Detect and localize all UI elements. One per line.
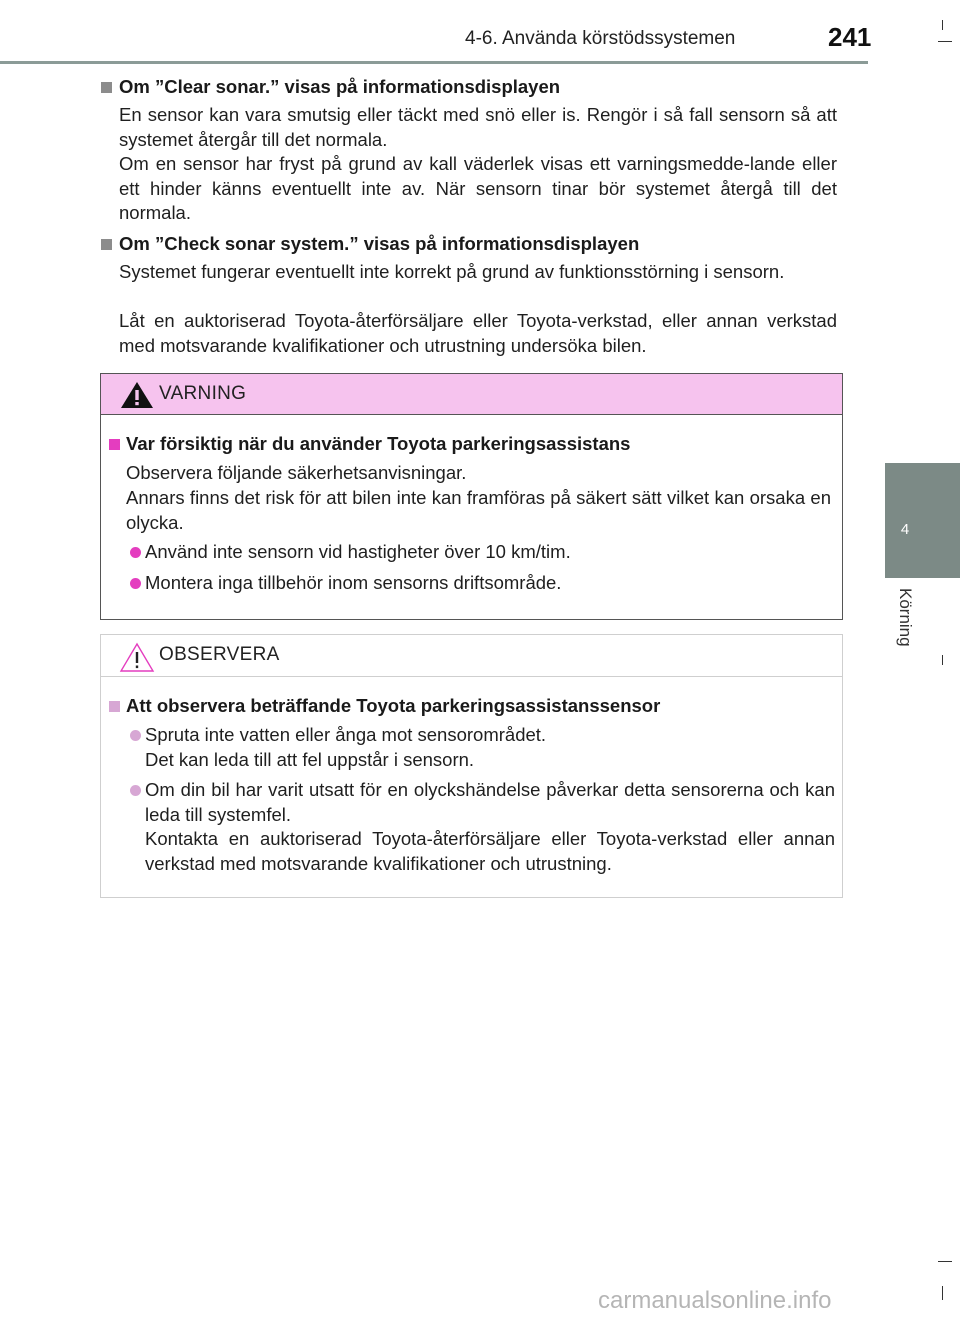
dot-bullet-icon <box>130 578 141 589</box>
warning-header <box>101 374 842 415</box>
warning-bullet <box>145 571 835 596</box>
section-title: 4-6. Använda körstödssystemen <box>465 28 736 49</box>
crop-mark <box>938 41 952 42</box>
notice-box <box>100 634 843 898</box>
bullet-text: Kontakta en auktoriserad Toyota-återförsäljare eller Toyota-verkstad eller annan verkstad med motsvarande kvalifikationer och utrustning. <box>145 828 835 874</box>
dot-bullet-icon <box>130 547 141 558</box>
section-heading-clear-sonar <box>101 76 560 98</box>
notice-bullet <box>145 723 835 772</box>
notice-label: OBSERVERA <box>159 644 280 665</box>
bullet-text: Det kan leda till att fel uppstår i sensorn. <box>145 748 475 770</box>
warning-bullet <box>145 540 835 565</box>
crop-mark <box>942 655 943 665</box>
section-heading-check-sonar <box>101 233 639 255</box>
chapter-label: Körning <box>896 588 915 647</box>
notice-heading <box>109 695 660 717</box>
heading-text: Var försiktig när du använder Toyota parkeringsassistans <box>126 433 631 454</box>
crop-mark <box>942 1286 943 1300</box>
paragraph: Systemet fungerar eventuellt inte korrekt på grund av funktionsstörning i sensorn. <box>119 261 785 282</box>
bullet-text: Om din bil har varit utsatt för en olyckshändelse påverkar detta sensorerna och kan leda till systemfel. <box>145 779 835 825</box>
dot-bullet-icon <box>130 785 141 796</box>
crop-mark <box>942 20 943 30</box>
chapter-tab <box>885 463 960 578</box>
square-bullet-icon <box>109 439 120 450</box>
notice-bullet <box>145 778 835 876</box>
paragraph: Låt en auktoriserad Toyota-återförsäljare eller Toyota-verkstad, eller annan verkstad med motsvarande kvalifikationer och utrustning undersöka bilen. <box>119 310 837 356</box>
bullet-text: Spruta inte vatten eller ånga mot sensorområdet. <box>145 724 547 745</box>
heading-text: Om ”Clear sonar.” visas på informationsdisplayen <box>119 76 561 97</box>
paragraph: Om en sensor har fryst på grund av kall väderlek visas ett varningsmedde-lande eller ett hinder känns eventuellt inte av. När sensorn tinar bör systemet återgå till det normala. <box>119 153 837 223</box>
paragraph: En sensor kan vara smutsig eller täckt med snö eller is. Rengör i så fall sensorn så att systemet återgår till det normala. <box>119 104 837 150</box>
warning-triangle-icon <box>119 380 155 410</box>
heading-text: Om ”Check sonar system.” visas på informationsdisplayen <box>119 233 640 254</box>
chapter-number: 4 <box>900 521 910 538</box>
crop-mark <box>938 1261 952 1262</box>
warning-label: VARNING <box>159 383 247 404</box>
header-divider <box>0 61 868 64</box>
warning-box <box>100 373 843 620</box>
square-bullet-icon <box>109 701 120 712</box>
square-bullet-icon <box>101 82 112 93</box>
bullet-text: Använd inte sensorn vid hastigheter över 10 km/tim. <box>145 541 571 562</box>
square-bullet-icon <box>101 239 112 250</box>
caution-triangle-icon <box>119 641 155 673</box>
watermark: carmanualsonline.info <box>598 1287 832 1314</box>
paragraph: Observera följande säkerhetsanvisningar. <box>126 462 467 483</box>
warning-heading <box>109 433 630 455</box>
dot-bullet-icon <box>130 730 141 741</box>
notice-header <box>101 635 842 677</box>
heading-text: Att observera beträffande Toyota parkeringsassistanssensor <box>126 695 661 716</box>
bullet-text: Montera inga tillbehör inom sensorns driftsområde. <box>145 572 562 593</box>
paragraph: Annars finns det risk för att bilen inte kan framföras på säkert sätt vilket kan orsaka en olycka. <box>126 487 831 533</box>
page-number: 241 <box>828 22 872 52</box>
